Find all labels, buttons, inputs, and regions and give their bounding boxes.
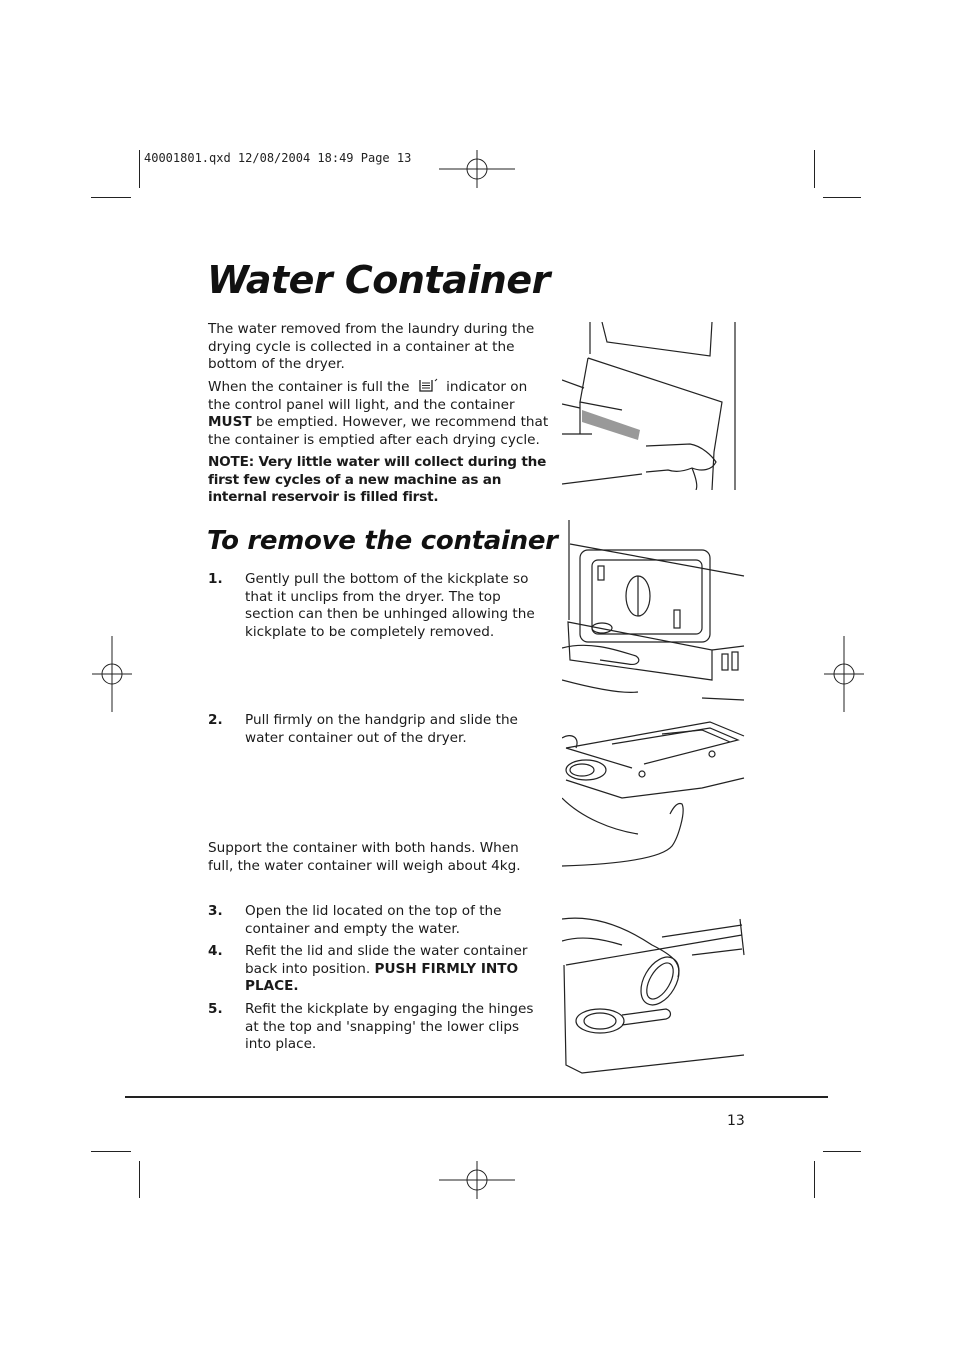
step-text: Refit the kickplate by engaging the hinges at the top and 'snapping' the lower clips into place. <box>245 1001 534 1053</box>
crop-mark-icon <box>91 197 131 198</box>
step-number: 5. <box>208 1001 223 1017</box>
registration-target-icon <box>437 150 517 190</box>
crop-mark-icon <box>814 150 815 188</box>
note-paragraph: NOTE: Very little water will collect during the first few cycles of a new machine as an internal reservoir is filled first. <box>208 454 547 506</box>
support-note: Support the container with both hands. When full, the water container will weigh about 4kg. <box>208 840 521 874</box>
step-number: 3. <box>208 903 223 919</box>
water-container-full-icon <box>417 378 439 393</box>
step-number: 4. <box>208 943 223 959</box>
footer-rule <box>125 1096 828 1098</box>
step-text: Open the lid located on the top of the container and empty the water. <box>245 903 502 937</box>
indicator-text-rest: be emptied. However, we recommend that the container is emptied after each drying cycle. <box>208 414 549 448</box>
indicator-text-before: When the container is full the <box>208 379 410 395</box>
indicator-text-after: indicator on the control panel will light, and the container <box>208 379 528 413</box>
indicator-paragraph <box>208 378 553 449</box>
crop-mark-icon <box>823 197 861 198</box>
step-number: 1. <box>208 571 223 587</box>
crop-mark-icon <box>823 1151 861 1152</box>
registration-target-icon <box>437 1161 517 1201</box>
remove-kickplate-illustration <box>562 520 746 702</box>
step-number: 2. <box>208 712 223 728</box>
page-number: 13 <box>727 1113 745 1129</box>
crop-mark-icon <box>139 150 140 188</box>
step-text: Gently pull the bottom of the kickplate so that it unclips from the dryer. The top section can then be unhinged allowing the kickplate to be completely removed. <box>245 571 535 640</box>
pull-container-illustration <box>562 718 746 868</box>
print-header: 40001801.qxd 12/08/2004 18:49 Page 13 <box>144 151 412 165</box>
registration-target-icon <box>90 634 134 714</box>
empty-container-illustration <box>562 915 746 1075</box>
step-text: Pull firmly on the handgrip and slide the water container out of the dryer. <box>245 712 518 746</box>
step-text <box>245 943 545 996</box>
crop-mark-icon <box>139 1161 140 1198</box>
crop-mark-icon <box>814 1161 815 1198</box>
section-title: To remove the container <box>207 526 558 556</box>
step-text-plain: Refit the lid and slide the water container back into position. <box>245 943 528 977</box>
must-emphasis: MUST <box>208 414 252 431</box>
crop-mark-icon <box>91 1151 131 1152</box>
step-text-emphasis: PUSH FIRMLY INTO PLACE. <box>245 960 519 995</box>
intro-paragraph: The water removed from the laundry during the drying cycle is collected in a container at the bottom of the dryer. <box>208 321 535 373</box>
page-title: Water Container <box>207 258 550 302</box>
registration-target-icon <box>822 634 866 714</box>
dryer-kickplate-illustration <box>562 322 746 490</box>
